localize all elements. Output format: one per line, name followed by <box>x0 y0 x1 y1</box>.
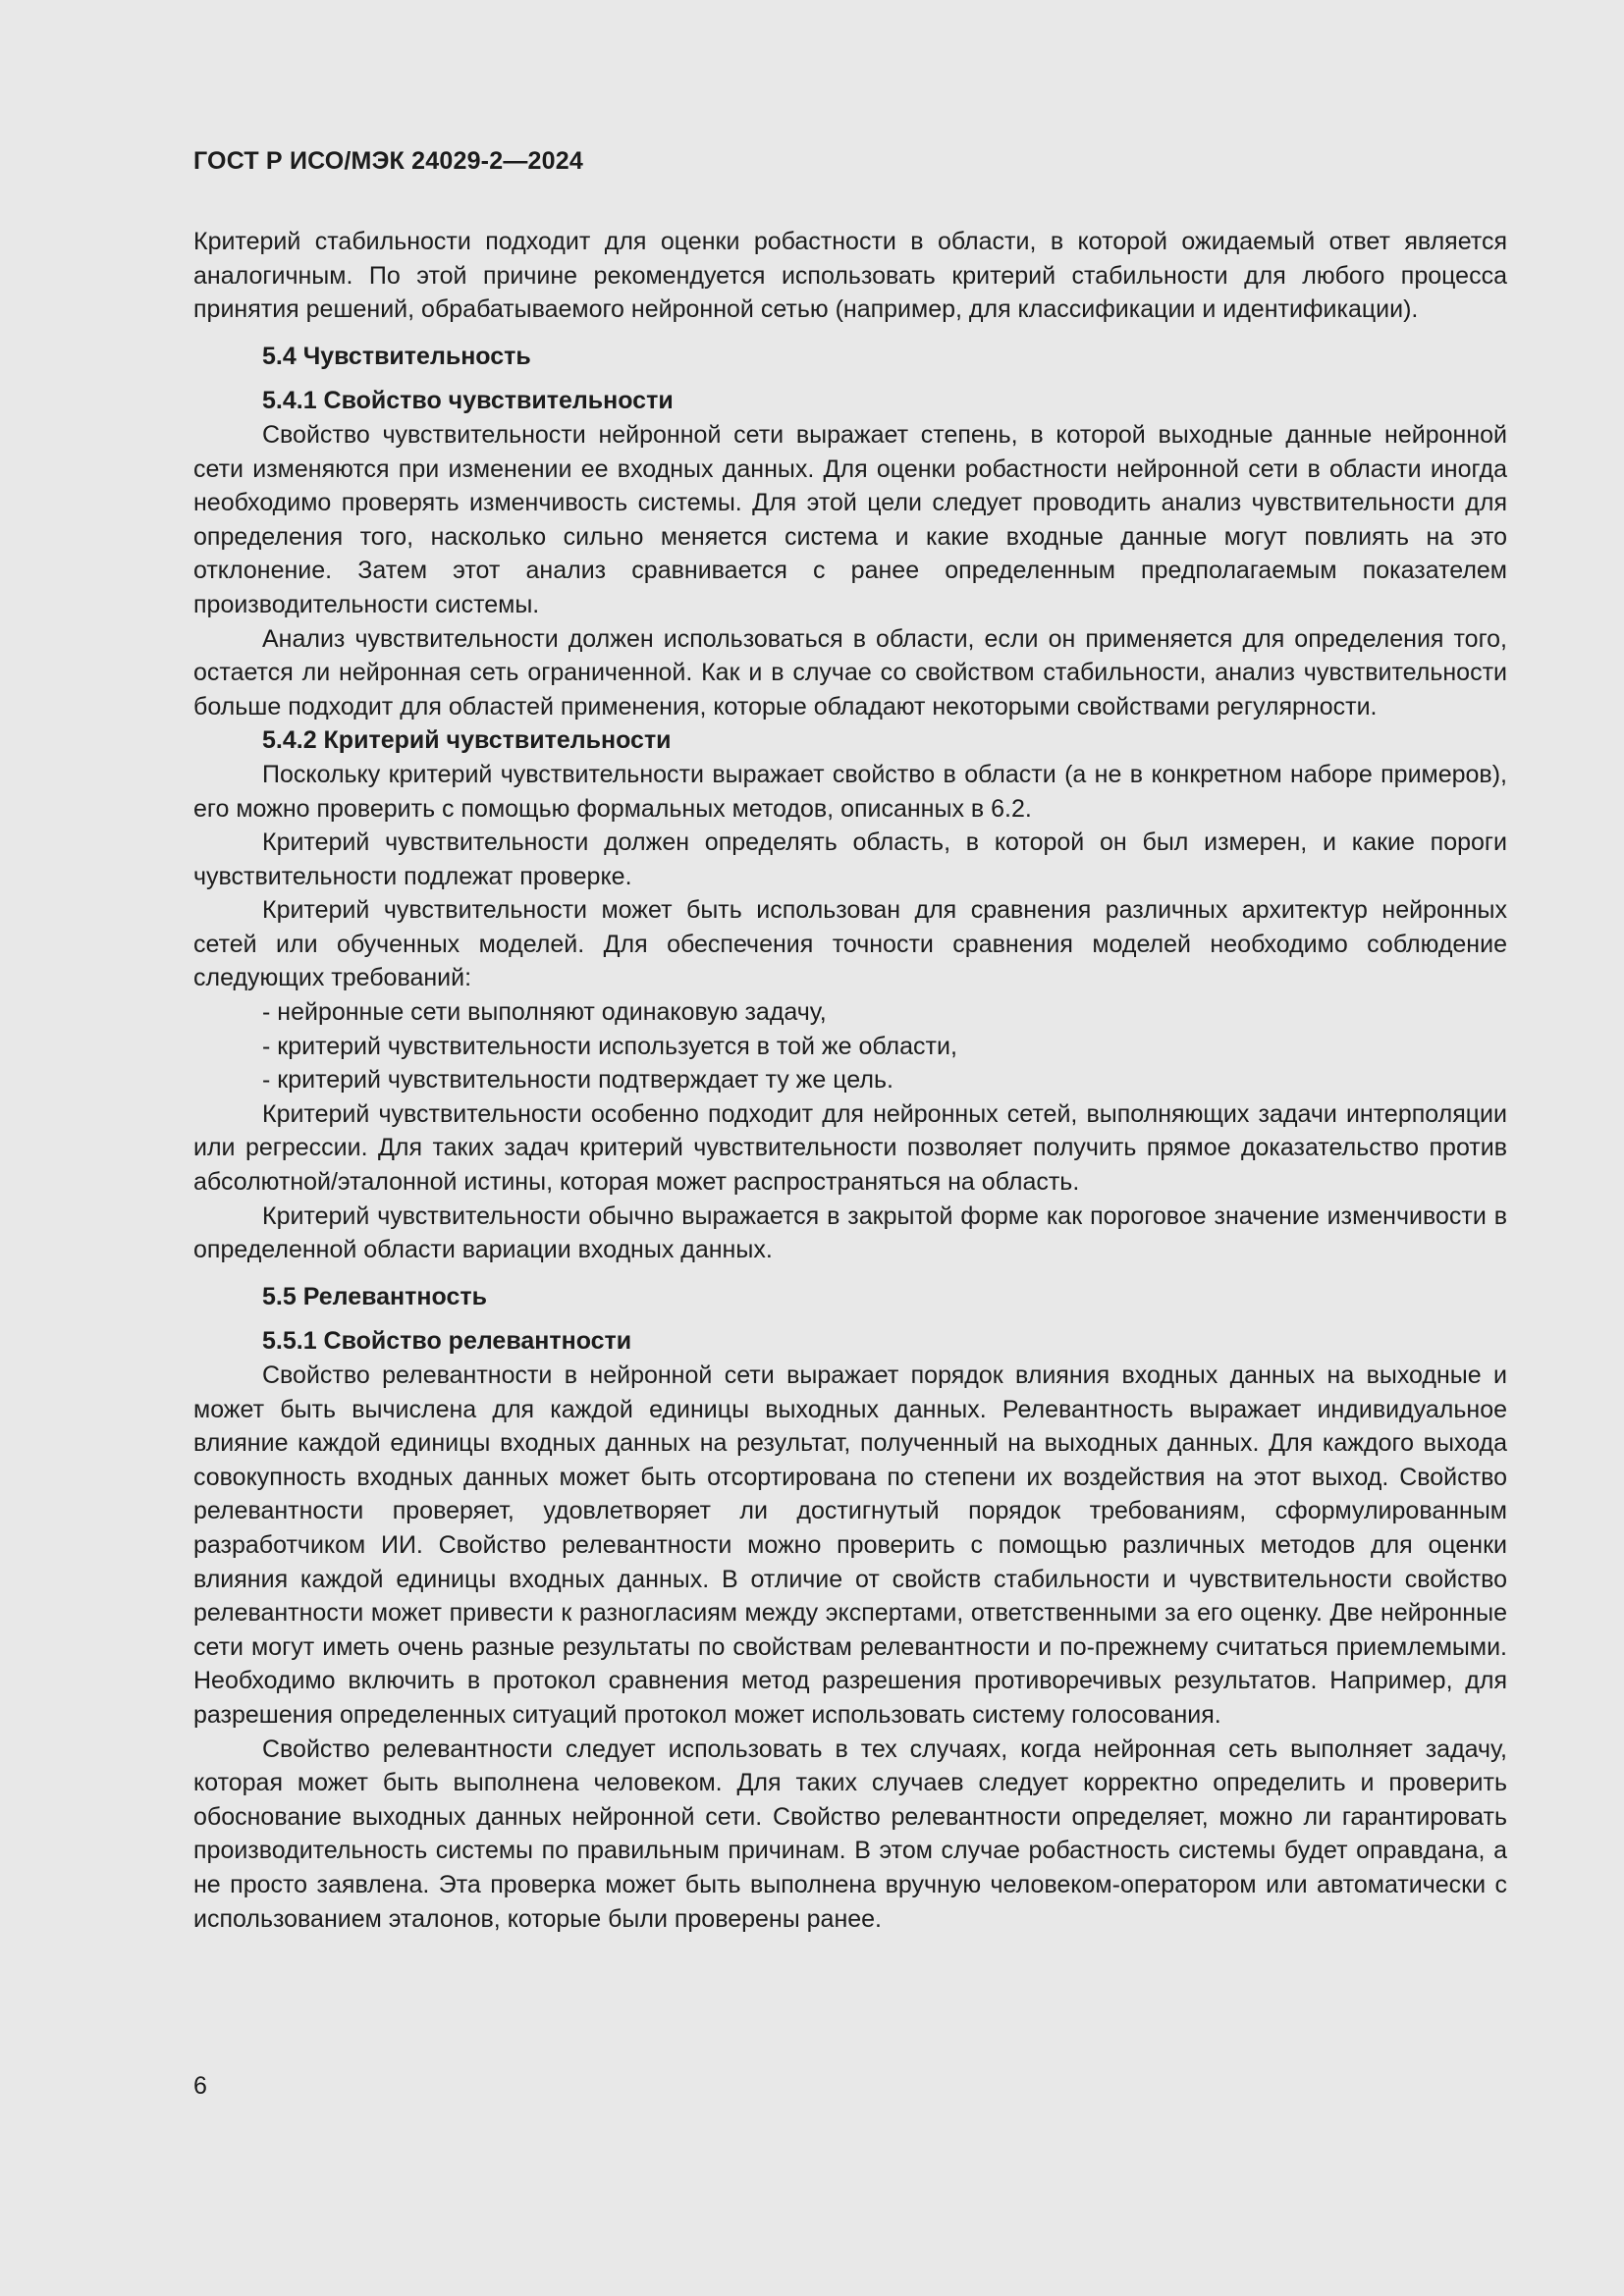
section-5-4-1-heading: 5.4.1 Свойство чувствительности <box>262 387 674 415</box>
paragraph: Критерий чувствительности должен определять область, в которой он был измерен, и какие пороги чувствительности подлежат проверке. <box>193 828 1507 890</box>
section-5-4-heading: 5.4 Чувствительность <box>262 342 531 370</box>
paragraph: Критерий чувствительности обычно выражается в закрытой форме как пороговое значение изменчивости в определенной области вариации входных данных. <box>193 1201 1507 1264</box>
document-header: ГОСТ Р ИСО/МЭК 24029-2—2024 <box>193 147 583 175</box>
paragraph: Свойство чувствительности нейронной сети выражает степень, в которой выходные данные нейронной сети изменяются при изменении ее входных данных. Для оценки робастности нейронной сети в области иногда необходимо проверять изменчивость системы. Для этой цели следует проводить анализ чувствительности для определения того, насколько сильно меняется система и какие входные данные могут повлиять на это отклонение. Затем этот анализ сравнивается с ранее определенным предполагаемым показателем производительности системы. <box>193 420 1507 618</box>
paragraph: Критерий чувствительности может быть использован для сравнения различных архитектур нейронных сетей или обученных моделей. Для обеспечения точности сравнения моделей необходимо соблюдение следующих требований: <box>193 896 1507 992</box>
list-item: - критерий чувствительности подтверждает ту же цель. <box>262 1066 893 1095</box>
paragraph: Критерий чувствительности особенно подходит для нейронных сетей, выполняющих задачи интерполяции или регрессии. Для таких задач критерий чувствительности позволяет получить прямое доказательство против абсолютной/эталонной истины, которая может распространяться на область. <box>193 1099 1507 1197</box>
section-5-5-heading: 5.5 Релевантность <box>262 1282 487 1310</box>
page-number: 6 <box>193 2072 207 2100</box>
paragraph: Свойство релевантности следует использовать в тех случаях, когда нейронная сеть выполняет задачу, которая может быть выполнена человеком. Для таких случаев следует корректно определить и проверить обоснование выходных данных нейронной сети. Свойство релевантности определяет, можно ли гарантировать производительность системы по правильным причинам. В этом случае робастность системы будет оправдана, а не просто заявлена. Эта проверка может быть выполнена вручную человеком-оператором или автоматически с использованием эталонов, которые были проверены ранее. <box>193 1735 1507 1933</box>
section-5-5-1-heading: 5.5.1 Свойство релевантности <box>262 1327 632 1356</box>
document-body <box>193 225 1507 1936</box>
intro-paragraph: Критерий стабильности подходит для оценки робастности в области, в которой ожидаемый ответ является аналогичным. По этой причине рекомендуется использовать критерий стабильности для любого процесса принятия решений, обрабатываемого нейронной сетью (например, для классификации и идентификации). <box>193 228 1507 324</box>
paragraph: Свойство релевантности в нейронной сети выражает порядок влияния входных данных на выходные и может быть вычислена для каждой единицы выходных данных. Релевантность выражает индивидуальное влияние каждой единицы входных данных на результат, полученный на выходных данных. Для каждого выхода совокупность входных данных может быть отсортирована по степени их воздействия на этот выход. Свойство релевантности проверяет, удовлетворяет ли достигнутый порядок требованиям, сформулированным разработчиком ИИ. Свойство релевантности можно проверить с помощью различных методов для оценки влияния каждой единицы входных данных. В отличие от свойств стабильности и чувствительности свойство релевантности может привести к разногласиям между экспертами, ответственными за его оценку. Две нейронные сети могут иметь очень разные результаты по свойствам релевантности и по-прежнему считаться приемлемыми. Необходимо включить в протокол сравнения метод разрешения противоречивых результатов. Например, для разрешения определенных ситуаций протокол может использовать систему голосования. <box>193 1362 1507 1729</box>
list-item: - критерий чувствительности используется в той же области, <box>262 1032 957 1060</box>
paragraph: Поскольку критерий чувствительности выражает свойство в области (а не в конкретном наборе примеров), его можно проверить с помощью формальных методов, описанных в 6.2. <box>193 760 1507 823</box>
section-5-4-2-heading: 5.4.2 Критерий чувствительности <box>262 726 672 755</box>
paragraph: Анализ чувствительности должен использоваться в области, если он применяется для определения того, остается ли нейронная сеть ограниченной. Как и в случае со свойством стабильности, анализ чувствительности больше подходит для областей применения, которые обладают некоторыми свойствами регулярности. <box>193 624 1507 721</box>
list-item: - нейронные сети выполняют одинаковую задачу, <box>262 998 827 1027</box>
